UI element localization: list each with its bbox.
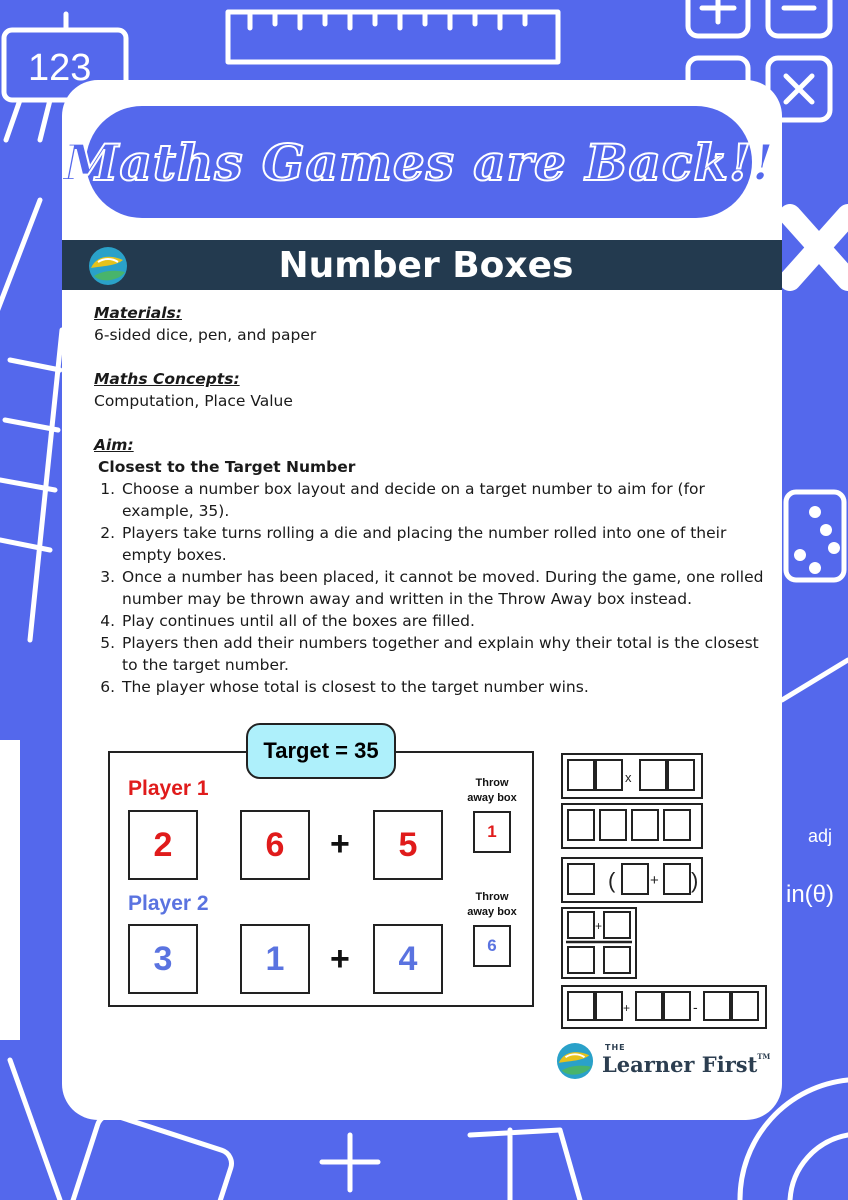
concepts-text: Computation, Place Value xyxy=(94,392,293,410)
player2-throw-label: Throw away box xyxy=(467,891,517,918)
player1-box-3: 5 xyxy=(373,810,443,880)
title-banner xyxy=(63,106,775,218)
player2-box-1: 3 xyxy=(128,924,198,994)
player1-throw-box: 1 xyxy=(473,811,511,853)
bg-adj-text: adj xyxy=(808,826,833,846)
brand-the: THE xyxy=(605,1043,626,1052)
player1-box-1: 2 xyxy=(128,810,198,880)
layout-open-paren: ( xyxy=(608,868,616,893)
target-badge: Target = 35 xyxy=(246,723,396,779)
layout-row5-minus: - xyxy=(693,999,698,1015)
aim-label: Aim: xyxy=(94,436,134,454)
layout-close-paren: ) xyxy=(691,868,699,893)
player2-box-3: 4 xyxy=(373,924,443,994)
steps-list xyxy=(94,478,764,698)
player2-box-2: 1 xyxy=(240,924,310,994)
player1-throw-label: Throw away box xyxy=(467,777,517,804)
player2-label: Player 2 xyxy=(128,892,209,915)
layout-row5-plus: + xyxy=(623,1001,631,1015)
player2-throw-box: 6 xyxy=(473,925,511,967)
section-bar xyxy=(62,240,782,290)
layout-times-sign: x xyxy=(625,770,632,785)
calculator-icon xyxy=(65,1111,235,1200)
player1-box-2: 6 xyxy=(240,810,310,880)
materials-label: Materials: xyxy=(94,304,182,322)
list-item: 6. The player whose total is closest to the target number wins. xyxy=(120,676,764,698)
player2-plus: + xyxy=(330,940,350,978)
learner-first-logo-icon xyxy=(88,246,128,286)
minus-key-icon xyxy=(768,0,830,36)
list-item: 5. Players then add their numbers together and explain why their total is the closest to the target number. xyxy=(120,632,764,676)
list-item: 2. Players take turns rolling a die and placing the number rolled into one of their empty boxes. xyxy=(120,522,764,566)
bg-123-text: 123 xyxy=(28,47,92,89)
concepts-label: Maths Concepts: xyxy=(94,370,240,388)
worksheet-card xyxy=(62,80,782,1120)
list-item: 1. Choose a number box layout and decide on a target number to aim for (for example, 35). xyxy=(120,478,764,522)
layout-plus-sign: + xyxy=(650,872,659,889)
section-title: Number Boxes xyxy=(278,244,574,286)
aim-subtitle: Closest to the Target Number xyxy=(98,458,356,476)
materials-text: 6-sided dice, pen, and paper xyxy=(94,326,317,344)
list-item: 4. Play continues until all of the boxes are filled. xyxy=(120,610,764,632)
learner-first-brand-icon xyxy=(556,1042,594,1080)
list-item: 3. Once a number has been placed, it cannot be moved. During the game, one rolled number may be thrown away and written in the Throw Away box instead. xyxy=(120,566,764,610)
player1-label: Player 1 xyxy=(128,777,209,800)
brand-logo xyxy=(556,1038,771,1082)
bg-sin-text: in(θ) xyxy=(786,881,835,908)
brand-tm: TM xyxy=(757,1052,771,1061)
layout-fraction-plus: + xyxy=(595,919,603,933)
left-bar-shape xyxy=(0,740,20,1040)
player1-plus: + xyxy=(330,825,350,863)
number-box-layouts xyxy=(560,752,770,1032)
page-title: Maths Games are Back!! xyxy=(63,132,775,192)
instructions xyxy=(94,302,764,698)
brand-name: Learner First™ xyxy=(602,1052,771,1077)
